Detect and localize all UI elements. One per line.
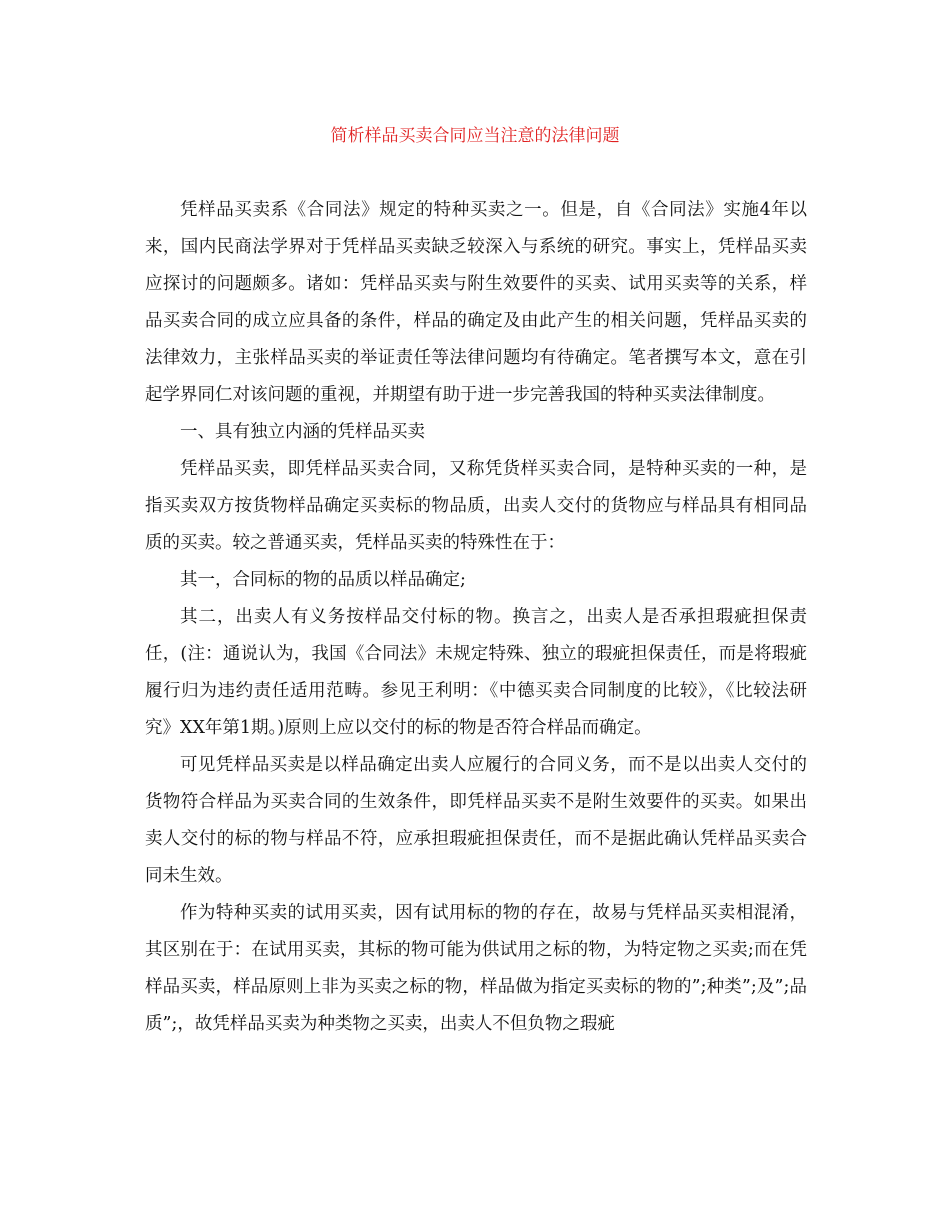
document-body	[145, 192, 807, 1043]
section-heading: 一、具有独立内涵的凭样品买卖	[180, 422, 425, 442]
document-title: 简析样品买卖合同应当注意的法律问题	[330, 126, 620, 146]
paragraph: 凭样品买卖，即凭样品买卖合同，又称凭货样买卖合同，是特种买卖的一种，是指买卖双方按货物样品确定买卖标的物品质，出卖人交付的货物应与样品具有相同品质的买卖。较之普通买卖，凭样品买卖的特殊性在于：	[145, 459, 807, 553]
paragraph: 其一，合同标的物的品质以样品确定;	[180, 570, 466, 590]
paragraph: 可见凭样品买卖是以样品确定出卖人应履行的合同义务，而不是以出卖人交付的货物符合样品为买卖合同的生效条件，即凭样品买卖不是附生效要件的买卖。如果出卖人交付的标的物与样品不符，应承担瑕疵担保责任，而不是据此确认凭样品买卖合同未生效。	[145, 755, 807, 886]
paragraph: 凭样品买卖系《合同法》规定的特种买卖之一。但是，自《合同法》实施4年以来，国内民商法学界对于凭样品买卖缺乏较深入与系统的研究。事实上，凭样品买卖应探讨的问题颇多。诸如：凭样品买卖与附生效要件的买卖、试用买卖等的关系，样品买卖合同的成立应具备的条件，样品的确定及由此产生的相关问题，凭样品买卖的法律效力，主张样品买卖的举证责任等法律问题均有待确定。笔者撰写本文，意在引起学界同仁对该问题的重视，并期望有助于进一步完善我国的特种买卖法律制度。	[145, 200, 807, 405]
paragraph: 作为特种买卖的试用买卖，因有试用标的物的存在，故易与凭样品买卖相混淆，其区别在于：在试用买卖，其标的物可能为供试用之标的物，为特定物之买卖;而在凭样品买卖，样品原则上非为买卖之标的物，样品做为指定买卖标的物的”;种类”;及”;品质”;，故凭样品买卖为种类物之买卖，出卖人不但负物之瑕疵	[145, 903, 807, 1034]
paragraph: 其二，出卖人有义务按样品交付标的物。换言之，出卖人是否承担瑕疵担保责任，(注：通说认为，我国《合同法》未规定特殊、独立的瑕疵担保责任，而是将瑕疵履行归为违约责任适用范畴。参见王利明：《中德买卖合同制度的比较》，《比较法研究》XX年第1期。)原则上应以交付的标的物是否符合样品而确定。	[145, 607, 807, 738]
